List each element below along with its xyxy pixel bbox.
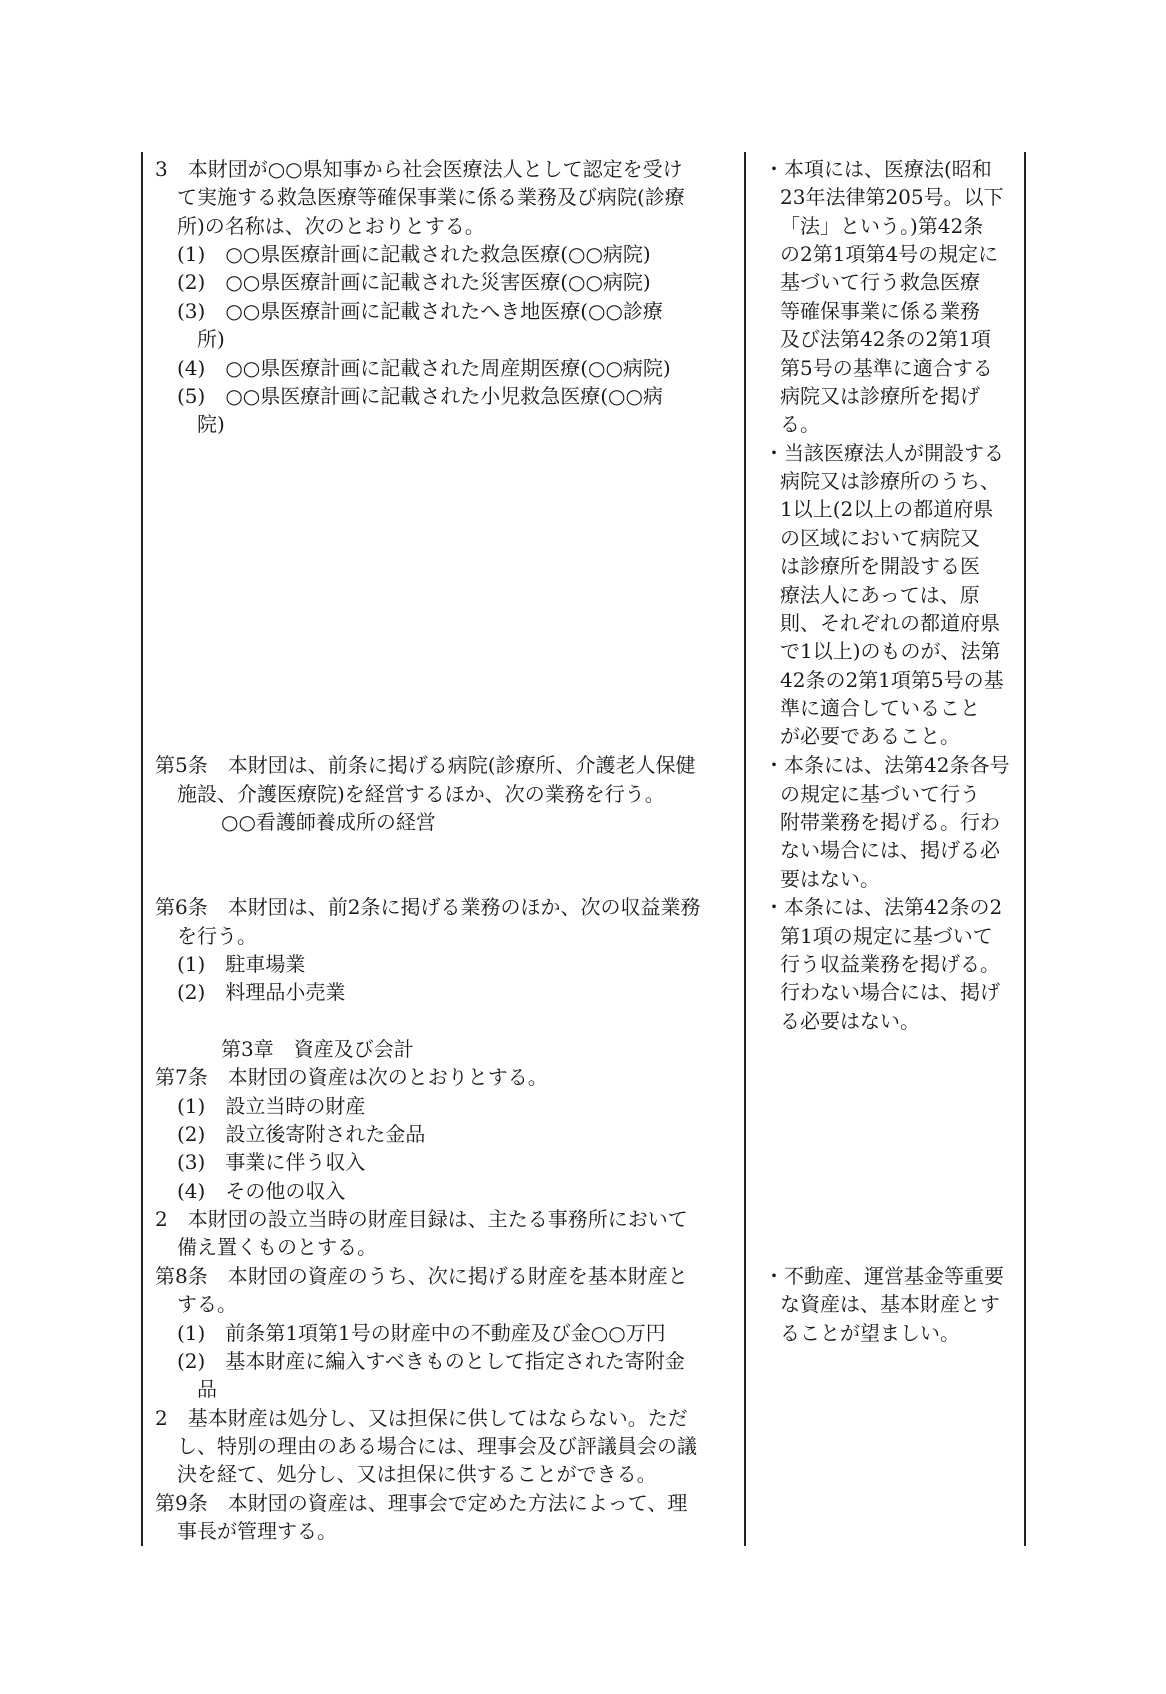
note-line: 準に適合していること (780, 696, 980, 720)
article-line: (2) 基本財産に編入すべきものとして指定された寄附金 (177, 1349, 685, 1373)
article-line: ○○看護師養成所の経営 (221, 810, 436, 834)
note-line: な資産は、基本財産とす (780, 1292, 1000, 1316)
note-line: ・本条には、法第42条各号 (764, 753, 1010, 777)
article-line: 第6条 本財団は、前2条に掲げる業務のほか、次の収益業務 (155, 895, 701, 919)
note-line: る。 (780, 412, 820, 436)
article-line: 2 基本財産は処分し、又は担保に供してはならない。ただ (155, 1406, 688, 1430)
note-line: 附帯業務を掲げる。行わ (780, 810, 1000, 834)
article-line: (2) 料理品小売業 (177, 980, 346, 1004)
article-line: 備え置くものとする。 (177, 1235, 377, 1259)
note-line: 病院又は診療所のうち、 (780, 469, 1000, 493)
article-line: 事長が管理する。 (177, 1519, 337, 1543)
article-line: 所)の名称は、次のとおりとする。 (177, 214, 485, 238)
article-line: 第8条 本財団の資産のうち、次に掲げる財産を基本財産と (155, 1264, 688, 1288)
article-line: (1) 駐車場業 (177, 952, 306, 976)
note-line: 則、それぞれの都道府県 (780, 611, 1000, 635)
article-line: 第3章 資産及び会計 (221, 1037, 414, 1061)
article-line: (3) ○○県医療計画に記載されたへき地医療(○○診療 (177, 299, 663, 323)
article-line: (4) ○○県医療計画に記載された周産期医療(○○病院) (177, 356, 671, 380)
note-line: 1以上(2以上の都道府県 (780, 497, 994, 521)
table-border-left (141, 152, 143, 1546)
note-line: 第5号の基準に適合する (780, 356, 993, 380)
note-line: が必要であること。 (780, 724, 960, 748)
article-line: (4) その他の収入 (177, 1179, 346, 1203)
note-line: で1以上)のものが、法第 (780, 639, 1001, 663)
article-line: (3) 事業に伴う収入 (177, 1150, 366, 1174)
note-line: は診療所を開設する医 (780, 554, 980, 578)
article-line: 第5条 本財団は、前条に掲げる病院(診療所、介護老人保健 (155, 753, 696, 777)
note-line: 「法」という。)第42条 (780, 214, 984, 238)
table-border-middle (744, 152, 746, 1546)
article-line: 品 (197, 1377, 217, 1401)
note-line: ない場合には、掲げる必 (780, 838, 1000, 862)
article-line: を行う。 (177, 924, 257, 948)
article-line: 第7条 本財団の資産は次のとおりとする。 (155, 1065, 548, 1089)
note-line: 23年法律第205号。以下 (780, 185, 1004, 209)
article-line: 2 本財団の設立当時の財産目録は、主たる事務所において (155, 1207, 688, 1231)
note-line: ・当該医療法人が開設する (764, 441, 1004, 465)
article-line: 施設、介護医療院)を経営するほか、次の業務を行う。 (177, 782, 665, 806)
note-line: の規定に基づいて行う (780, 782, 980, 806)
article-line: (1) ○○県医療計画に記載された救急医療(○○病院) (177, 242, 651, 266)
article-line: 院) (197, 412, 225, 436)
note-line: の区域において病院又 (780, 526, 980, 550)
article-line: て実施する救急医療等確保事業に係る業務及び病院(診療 (177, 185, 685, 209)
article-line: 第9条 本財団の資産は、理事会で定めた方法によって、理 (155, 1491, 688, 1515)
note-line: ・不動産、運営基金等重要 (764, 1264, 1004, 1288)
article-line: する。 (177, 1292, 237, 1316)
table-border-right (1024, 152, 1026, 1546)
note-line: ・本条には、法第42条の2 (764, 895, 1003, 919)
note-line: る必要はない。 (780, 1009, 920, 1033)
note-line: 及び法第42条の2第1項 (780, 327, 991, 351)
note-line: の2第1項第4号の規定に (780, 242, 999, 266)
article-line: 3 本財団が○○県知事から社会医療法人として認定を受け (155, 157, 683, 181)
note-line: 療法人にあっては、原 (780, 583, 980, 607)
note-line: 行う収益業務を掲げる。 (780, 952, 1000, 976)
article-line: (2) ○○県医療計画に記載された災害医療(○○病院) (177, 270, 651, 294)
article-line: 所) (197, 327, 225, 351)
note-line: 病院又は診療所を掲げ (780, 384, 980, 408)
note-line: 要はない。 (780, 867, 880, 891)
article-line: 決を経て、処分し、又は担保に供することができる。 (177, 1462, 657, 1486)
note-line: 42条の2第1項第5号の基 (780, 668, 1004, 692)
article-line: (1) 前条第1項第1号の財産中の不動産及び金○○万円 (177, 1321, 666, 1345)
note-line: 第1項の規定に基づいて (780, 924, 993, 948)
note-line: ることが望ましい。 (780, 1321, 960, 1345)
note-line: 行わない場合には、掲げ (780, 980, 1000, 1004)
article-line: (5) ○○県医療計画に記載された小児救急医療(○○病 (177, 384, 663, 408)
note-line: ・本項には、医療法(昭和 (764, 157, 992, 181)
article-line: し、特別の理由のある場合には、理事会及び評議員会の議 (177, 1434, 697, 1458)
note-line: 等確保事業に係る業務 (780, 299, 980, 323)
note-line: 基づいて行う救急医療 (780, 270, 980, 294)
article-line: (1) 設立当時の財産 (177, 1094, 366, 1118)
article-line: (2) 設立後寄附された金品 (177, 1122, 426, 1146)
